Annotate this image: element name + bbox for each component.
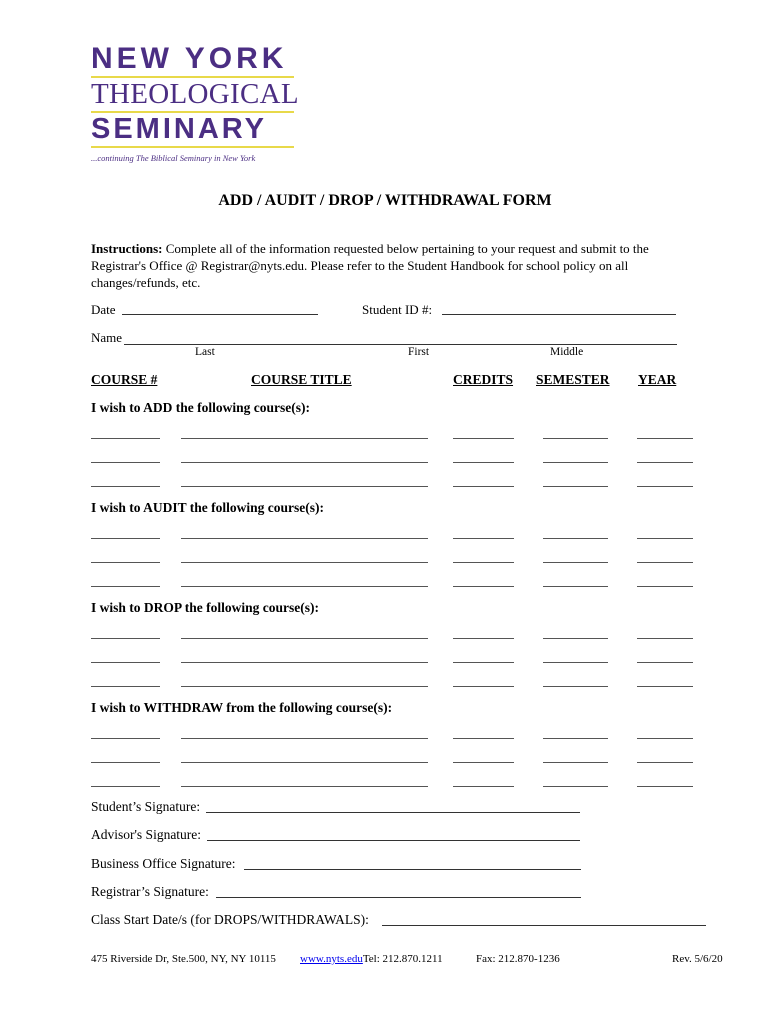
student-id-label: Student ID #: bbox=[362, 302, 433, 317]
semester-field[interactable] bbox=[543, 762, 608, 763]
credits-field[interactable] bbox=[453, 786, 514, 787]
logo-line-theological: THEOLOGICAL bbox=[91, 78, 299, 110]
credits-field[interactable] bbox=[453, 738, 514, 739]
semester-field[interactable] bbox=[543, 686, 608, 687]
credits-field[interactable] bbox=[453, 586, 514, 587]
course-title-field[interactable] bbox=[181, 486, 428, 487]
form-title: ADD / AUDIT / DROP / WITHDRAWAL FORM bbox=[218, 192, 552, 209]
year-field[interactable] bbox=[637, 638, 693, 639]
advisor-signature-label: Advisor's Signature: bbox=[91, 827, 202, 842]
name-field[interactable] bbox=[124, 330, 677, 345]
year-field[interactable] bbox=[637, 486, 693, 487]
date-field[interactable] bbox=[122, 300, 318, 315]
course-number-field[interactable] bbox=[91, 438, 160, 439]
class-start-date-field[interactable] bbox=[382, 910, 706, 926]
name-last-caption: Last bbox=[195, 346, 215, 358]
logo-tagline: ...continuing The Biblical Seminary in New York bbox=[91, 153, 256, 163]
footer-revision: Rev. 5/6/20 bbox=[672, 953, 723, 965]
year-field[interactable] bbox=[637, 562, 693, 563]
semester-field[interactable] bbox=[543, 438, 608, 439]
column-header-year: YEAR bbox=[638, 372, 677, 387]
instructions-text: Complete all of the information requested below pertaining to your request and submit to the Registrar's Office @ Registrar@nyts.edu. Please refer to the Student Handbook for school policy on all changes/refunds, etc. bbox=[91, 241, 649, 290]
credits-field[interactable] bbox=[453, 638, 514, 639]
semester-field[interactable] bbox=[543, 638, 608, 639]
logo-line-new-york: NEW YORK bbox=[91, 42, 288, 75]
instructions-label: Instructions: bbox=[91, 241, 163, 256]
registrar-signature-field[interactable] bbox=[216, 882, 581, 898]
year-field[interactable] bbox=[637, 786, 693, 787]
registrar-signature-label: Registrar’s Signature: bbox=[91, 884, 209, 899]
name-first-caption: First bbox=[408, 346, 430, 358]
course-number-field[interactable] bbox=[91, 586, 160, 587]
course-title-field[interactable] bbox=[181, 438, 428, 439]
course-number-field[interactable] bbox=[91, 462, 160, 463]
section-add-heading: I wish to ADD the following course(s): bbox=[91, 400, 310, 415]
section-withdraw-heading: I wish to WITHDRAW from the following course(s): bbox=[91, 700, 393, 715]
course-number-field[interactable] bbox=[91, 538, 160, 539]
logo-rule bbox=[91, 146, 294, 148]
credits-field[interactable] bbox=[453, 662, 514, 663]
column-header-semester: SEMESTER bbox=[536, 372, 610, 387]
business-office-signature-field[interactable] bbox=[244, 854, 581, 870]
semester-field[interactable] bbox=[543, 562, 608, 563]
student-id-field[interactable] bbox=[442, 300, 676, 315]
footer-address: 475 Riverside Dr, Ste.500, NY, NY 10115 bbox=[91, 953, 276, 965]
course-title-field[interactable] bbox=[181, 786, 428, 787]
course-number-field[interactable] bbox=[91, 762, 160, 763]
course-number-field[interactable] bbox=[91, 738, 160, 739]
semester-field[interactable] bbox=[543, 738, 608, 739]
credits-field[interactable] bbox=[453, 538, 514, 539]
year-field[interactable] bbox=[637, 738, 693, 739]
semester-field[interactable] bbox=[543, 462, 608, 463]
column-header-course-number: COURSE # bbox=[91, 372, 158, 387]
footer-tel: Tel: 212.870.1211 bbox=[362, 953, 443, 965]
date-label: Date bbox=[91, 302, 116, 317]
business-office-signature-label: Business Office Signature: bbox=[91, 856, 236, 871]
student-signature-field[interactable] bbox=[206, 797, 580, 813]
section-drop-heading: I wish to DROP the following course(s): bbox=[91, 600, 319, 615]
course-title-field[interactable] bbox=[181, 538, 428, 539]
advisor-signature-field[interactable] bbox=[207, 825, 580, 841]
year-field[interactable] bbox=[637, 686, 693, 687]
course-number-field[interactable] bbox=[91, 486, 160, 487]
semester-field[interactable] bbox=[543, 486, 608, 487]
instructions bbox=[91, 240, 706, 291]
column-header-credits: CREDITS bbox=[453, 372, 514, 387]
year-field[interactable] bbox=[637, 438, 693, 439]
credits-field[interactable] bbox=[453, 462, 514, 463]
credits-field[interactable] bbox=[453, 762, 514, 763]
footer-website-link[interactable]: www.nyts.edu bbox=[300, 953, 363, 965]
course-title-field[interactable] bbox=[181, 738, 428, 739]
student-signature-label: Student’s Signature: bbox=[91, 799, 201, 814]
credits-field[interactable] bbox=[453, 486, 514, 487]
year-field[interactable] bbox=[637, 762, 693, 763]
course-title-field[interactable] bbox=[181, 586, 428, 587]
footer-contact bbox=[300, 953, 443, 965]
class-start-date-label: Class Start Date/s (for DROPS/WITHDRAWALS): bbox=[91, 912, 369, 927]
section-audit-heading: I wish to AUDIT the following course(s): bbox=[91, 500, 325, 515]
course-title-field[interactable] bbox=[181, 638, 428, 639]
name-label: Name bbox=[91, 330, 123, 345]
course-number-field[interactable] bbox=[91, 786, 160, 787]
course-title-field[interactable] bbox=[181, 462, 428, 463]
column-header-course-title: COURSE TITLE bbox=[251, 372, 352, 387]
name-middle-caption: Middle bbox=[550, 346, 584, 358]
semester-field[interactable] bbox=[543, 786, 608, 787]
year-field[interactable] bbox=[637, 662, 693, 663]
course-title-field[interactable] bbox=[181, 686, 428, 687]
course-number-field[interactable] bbox=[91, 562, 160, 563]
semester-field[interactable] bbox=[543, 662, 608, 663]
course-title-field[interactable] bbox=[181, 762, 428, 763]
credits-field[interactable] bbox=[453, 562, 514, 563]
semester-field[interactable] bbox=[543, 586, 608, 587]
year-field[interactable] bbox=[637, 586, 693, 587]
footer-fax: Fax: 212.870-1236 bbox=[476, 953, 560, 965]
logo-line-seminary: SEMINARY bbox=[91, 113, 267, 145]
seminary-logo bbox=[91, 42, 299, 163]
course-number-field[interactable] bbox=[91, 662, 160, 663]
year-field[interactable] bbox=[637, 538, 693, 539]
course-title-field[interactable] bbox=[181, 562, 428, 563]
course-number-field[interactable] bbox=[91, 686, 160, 687]
semester-field[interactable] bbox=[543, 538, 608, 539]
credits-field[interactable] bbox=[453, 686, 514, 687]
course-number-field[interactable] bbox=[91, 638, 160, 639]
credits-field[interactable] bbox=[453, 438, 514, 439]
course-title-field[interactable] bbox=[181, 662, 428, 663]
year-field[interactable] bbox=[637, 462, 693, 463]
